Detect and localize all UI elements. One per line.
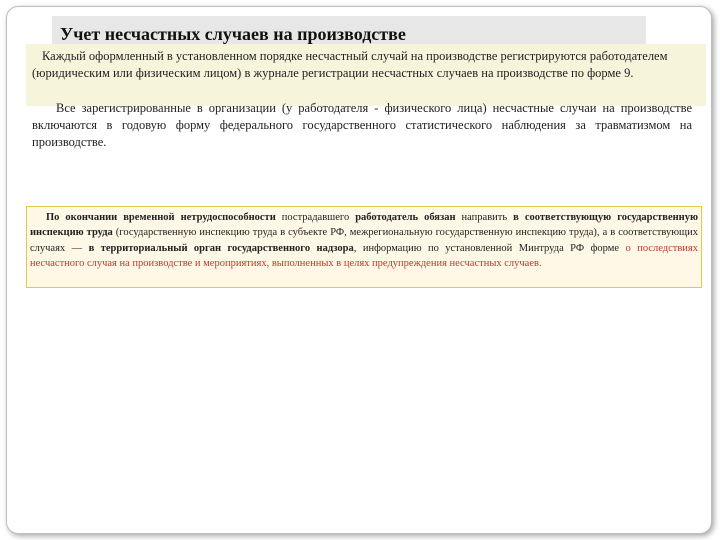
note-paragraph [30,210,698,272]
note-text-8: , информацию по установленной Минтруда РФ форме [353,242,626,254]
statistics-paragraph: Все зарегистрированные в организации (у работодателя - физического лица) несчастные случаи на производстве включаются в годовую форму федерального государственного статистического наблюдения за травматизмом на производстве. [32,101,692,149]
note-text-6: (государственную инспекцию труда в субъекте РФ, межрегиональную государственную инспекцию труда), а в соответствующих случаях — [30,227,698,254]
note-bold-7: в территориальный орган государственного надзора [88,242,354,254]
note-bold-5: в соответствующую государственную инспекцию труда [30,212,698,239]
note-red-9: о последствиях несчастного случая на производстве и мероприятиях, выполненных в целях предупреждения несчастных случаев. [30,242,699,270]
page-title: Учет несчастных случаев на производстве [60,24,406,44]
note-text-2: пострадавшего [275,212,356,223]
note-bold-1: По окончании временной нетрудоспособности [46,212,276,223]
note-bold-3: работодатель обязан [355,212,456,223]
registration-paragraph: Каждый оформленный в установленном порядке несчастный случай на производстве регистрируются работодателем (юридическим или физическим лицом) в журнале регистрации несчастных случаев на производстве по форме 9. [32,49,668,80]
note-text-4: направить [455,212,514,223]
